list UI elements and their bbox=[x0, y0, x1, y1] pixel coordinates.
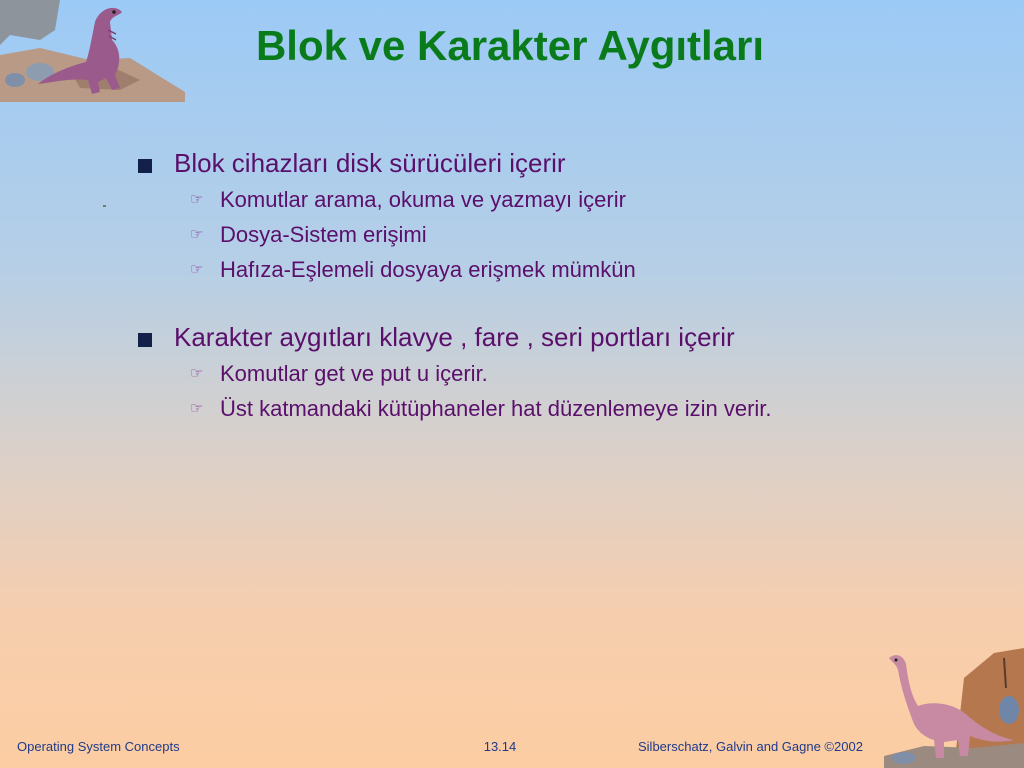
sub-bullet-item bbox=[190, 257, 958, 283]
pointing-hand-icon: ☞ bbox=[190, 261, 204, 278]
sub-bullet-text: Komutlar get ve put u içerir. bbox=[220, 361, 488, 386]
footer-course-title: Operating System Concepts bbox=[17, 739, 180, 754]
bullet-text: Karakter aygıtları klavye , fare , seri portları içerir bbox=[174, 322, 735, 352]
sub-bullet-item bbox=[190, 361, 958, 387]
stray-mark bbox=[103, 205, 106, 207]
pointing-hand-icon: ☞ bbox=[190, 191, 204, 208]
square-bullet-icon bbox=[138, 333, 152, 347]
dinosaur-brontosaurus-illustration bbox=[884, 648, 1024, 768]
sub-bullet-text: Üst katmandaki kütüphaneler hat düzenlemeye izin verir. bbox=[220, 396, 772, 421]
slide-title: Blok ve Karakter Aygıtları bbox=[255, 22, 765, 69]
spacer bbox=[138, 292, 958, 322]
footer-page-number: 13.14 bbox=[483, 739, 517, 754]
sub-bullet-item bbox=[190, 187, 958, 213]
sub-bullet-item bbox=[190, 222, 958, 248]
pointing-hand-icon: ☞ bbox=[190, 400, 204, 417]
bullet-list bbox=[138, 148, 958, 431]
pointing-hand-icon: ☞ bbox=[190, 226, 204, 243]
footer-copyright: Silberschatz, Galvin and Gagne ©2002 bbox=[638, 739, 863, 754]
bullet-item bbox=[138, 148, 958, 179]
bullet-item bbox=[138, 322, 958, 353]
square-bullet-icon bbox=[138, 159, 152, 173]
sub-bullet-text: Dosya-Sistem erişimi bbox=[220, 222, 427, 247]
sub-bullet-text: Komutlar arama, okuma ve yazmayı içerir bbox=[220, 187, 626, 212]
pointing-hand-icon: ☞ bbox=[190, 365, 204, 382]
bullet-text: Blok cihazları disk sürücüleri içerir bbox=[174, 148, 566, 178]
sub-bullet-item bbox=[190, 396, 958, 422]
sub-bullet-text: Hafıza-Eşlemeli dosyaya erişmek mümkün bbox=[220, 257, 636, 282]
